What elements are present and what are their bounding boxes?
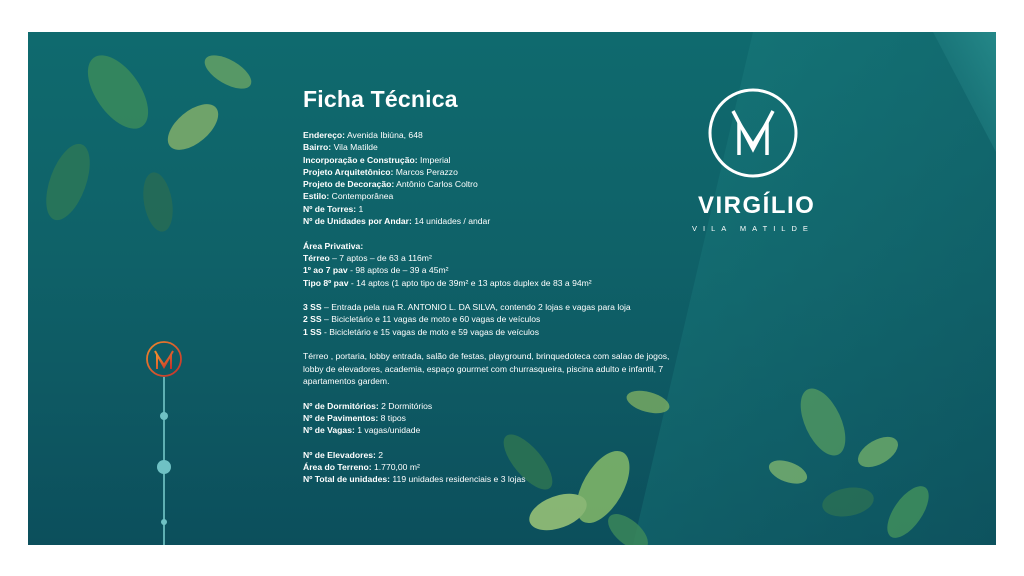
area-row-label: Térreo: [303, 252, 330, 263]
unit-specs: [303, 400, 683, 437]
basement-row-label: 1 SS: [303, 326, 322, 337]
basement-row-value: – Bicicletário e 11 vagas de moto e 60 vagas de veículos: [321, 314, 541, 325]
spec-row-label: Projeto de Decoração:: [303, 179, 395, 190]
spec-row-label: Incorporação e Construção:: [303, 154, 418, 165]
spec-row-label: Área do Terreno:: [303, 462, 372, 473]
amenities-text: Térreo , portaria, lobby entrada, salão de festas, playground, brinquedoteca com salao de jogos, lobby de elevadores, academia, espaço gourmet com churrasqueira, piscina adulto e infantil, 7 apartamentos gardem.: [303, 351, 670, 386]
vm-monogram-icon: [707, 87, 799, 179]
basement-row: [303, 301, 683, 313]
basement-row: [303, 313, 683, 325]
general-specs: [303, 129, 683, 227]
spec-row: [303, 129, 683, 141]
spec-row: [303, 461, 683, 473]
area-row-label: Tipo 8º pav: [303, 277, 349, 288]
spec-row-value: Imperial: [417, 154, 451, 165]
timeline-dot-small[interactable]: [160, 412, 168, 420]
area-row: [303, 277, 683, 289]
spec-row-label: Nº de Elevadores:: [303, 449, 376, 460]
spec-row-value: Vila Matilde: [331, 142, 378, 153]
area-row: [303, 264, 683, 276]
spec-row-label: Bairro:: [303, 142, 332, 153]
spec-row-label: Nº de Dormitórios:: [303, 400, 379, 411]
page-title: Ficha Técnica: [303, 86, 458, 112]
spec-row-value: Marcos Perazzo: [393, 166, 458, 177]
basement-row-label: 2 SS: [303, 314, 322, 325]
spec-row-label: Endereço:: [303, 130, 346, 140]
spec-row-value: Antônio Carlos Coltro: [394, 179, 478, 190]
spec-row-value: 2 Dormitórios: [378, 400, 433, 411]
spec-row: [303, 166, 683, 178]
spec-row: [303, 215, 683, 227]
spec-row-value: 1 vagas/unidade: [354, 425, 421, 436]
spec-row: [303, 141, 683, 153]
spec-row-value: 14 unidades / andar: [411, 216, 491, 227]
spec-row: [303, 424, 683, 436]
basement-levels: [303, 301, 683, 338]
spec-row-value: 119 unidades residenciais e 3 lojas: [390, 474, 526, 485]
timeline-dot-small[interactable]: [161, 519, 167, 525]
spec-row: [303, 412, 683, 424]
area-row-value: – 7 aptos – de 63 a 116m²: [329, 252, 432, 263]
spec-row-value: Contemporânea: [329, 191, 394, 202]
area-row-label: 1º ao 7 pav: [303, 265, 348, 276]
spec-row: [303, 400, 683, 412]
spec-row-label: Nº Total de unidades:: [303, 474, 391, 485]
spec-row: [303, 203, 683, 215]
building-specs: [303, 449, 683, 486]
area-rows: [303, 252, 683, 289]
spec-row-label: Nº de Vagas:: [303, 425, 355, 436]
spec-row-label: Nº de Unidades por Andar:: [303, 216, 412, 227]
spec-row-label: Nº de Torres:: [303, 203, 357, 214]
area-row: [303, 252, 683, 264]
spec-row: [303, 178, 683, 190]
slide-background: [28, 32, 996, 545]
spec-row-label: Estilo:: [303, 191, 330, 202]
vm-monogram-small-icon: [144, 339, 184, 379]
spec-row: [303, 154, 683, 166]
basement-row-label: 3 SS: [303, 302, 322, 313]
spec-row-label: Nº de Pavimentos:: [303, 412, 379, 423]
spec-row: [303, 473, 683, 485]
brand-name: VIRGÍLIO: [698, 192, 816, 219]
brand-subtitle: VILA MATILDE: [692, 224, 814, 233]
basement-row-value: – Entrada pela rua R. ANTONIO L. DA SILVA, contendo 2 lojas e vagas para loja: [321, 302, 631, 313]
timeline-dot-active[interactable]: [157, 460, 171, 474]
spec-row-value: 8 tipos: [378, 412, 406, 423]
spec-row: [303, 449, 683, 461]
basement-row: [303, 326, 683, 338]
basement-row-value: - Bicicletário e 15 vagas de moto e 59 vagas de veículos: [321, 326, 539, 337]
spec-sheet: [303, 86, 683, 486]
spec-row-value: 1: [356, 203, 364, 214]
area-heading: Área Privativa:: [303, 240, 364, 251]
spec-row-value: 1.770,00 m²: [371, 462, 420, 473]
spec-row-value: Avenida Ibiúna, 648: [345, 130, 423, 140]
brand-logo: [692, 87, 816, 233]
spec-row-value: 2: [375, 449, 384, 460]
area-row-value: - 14 aptos (1 apto tipo de 39m² e 13 aptos duplex de 83 a 94m²: [348, 277, 592, 288]
spec-row: [303, 190, 683, 202]
spec-row-label: Projeto Arquitetônico:: [303, 166, 394, 177]
area-row-value: - 98 aptos de – 39 a 45m²: [347, 265, 449, 276]
